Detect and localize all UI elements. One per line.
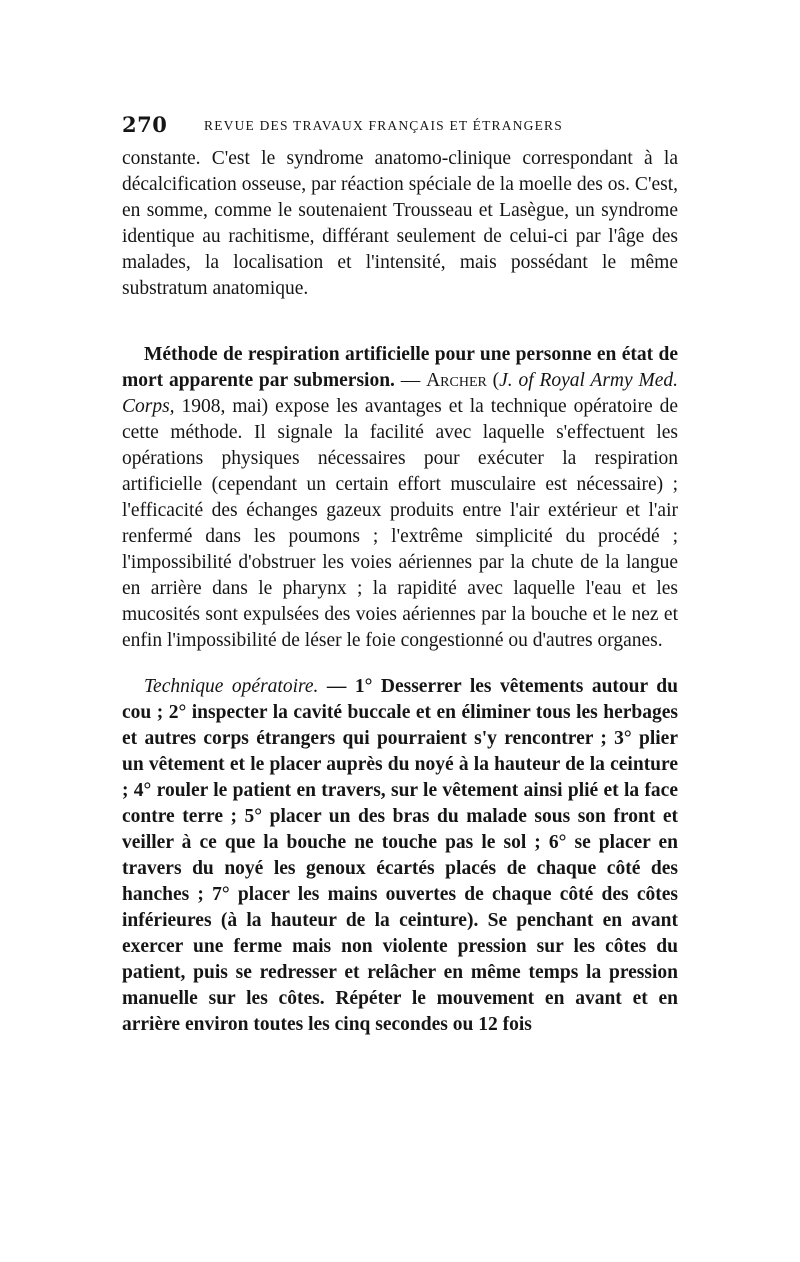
journal-title: REVUE DES TRAVAUX FRANÇAIS ET ÉTRANGERS: [204, 118, 563, 133]
article-author: Archer: [426, 370, 487, 391]
running-head: [122, 112, 678, 142]
paragraph-methode-text: 1908, mai) expose les avantages et la technique opératoire de cette méthode. Il signale la facilité avec laquelle s'effectuent les opérations physiques nécessaires pour exécuter la respiration artificielle (cependant un certain effort musculaire est nécessaire) ; l'efficacité des échanges gazeux produits entre l'air extérieur et l'air renfermé dans les poumons ; l'extrême simplicité du procédé ; l'impossibilité d'obstruer les voies aériennes par la chute de la langue en arrière dans le pharynx ; la rapidité avec laquelle l'eau et les mucosités sont expulsées des voies aériennes par la bouche et le nez et enfin l'impossibilité de léser le foie congestionné ou d'autres organes.: [122, 396, 678, 651]
paragraph-continuation-text: constante. C'est le syndrome anatomo-clinique correspondant à la décalcification osseuse, par réaction spéciale de la moelle des os. C'est, en somme, comme le soutenaient Trousseau et Lasègue, un syndrome identique au rachitisme, différant seulement de celui-ci par l'âge des malades, la localisation et l'intensité, mais possédant le même substratum anatomique.: [122, 148, 678, 299]
citation-journal: J. of Royal Army Med. Corps,: [122, 370, 679, 417]
article-heading: Méthode de respiration artificielle pour une personne en état de mort apparente par submersion.: [122, 344, 678, 391]
technique-label: Technique opératoire.: [144, 676, 319, 697]
paragraph-technique-text: — 1° Desserrer les vêtements autour du cou ; 2° inspecter la cavité buccale et en éliminer tous les herbages et autres corps étrangers qui pourraient s'y rencontrer ; 3° plier un vêtement et le placer auprès du noyé à la hauteur de la ceinture ; 4° rouler le patient en travers, sur le vêtement ainsi plié et la face contre terre ; 5° placer un des bras du malade sous son front et veiller à ce que la bouche ne touche pas le sol ; 6° se placer en travers du noyé les genoux écartés placés de chaque côté des hanches ; 7° placer les mains ouvertes de chaque côté des côtes inférieures (à la hauteur de la ceinture). Se penchant en avant exercer une ferme mais non violente pression sur les côtes du patient, puis se redresser et relâcher en même temps la pression manuelle sur les côtes. Répéter le mouvement en avant et en arrière environ toutes les cinq secondes ou 12 fois: [122, 676, 678, 1035]
paragraph-continuation: [122, 146, 678, 302]
paragraph-methode: [122, 342, 678, 654]
citation-open: (: [486, 370, 500, 391]
paragraph-technique: [122, 674, 678, 1038]
heading-dash: —: [394, 370, 427, 391]
page-number: 270: [122, 112, 168, 137]
book-page: [122, 112, 678, 1038]
